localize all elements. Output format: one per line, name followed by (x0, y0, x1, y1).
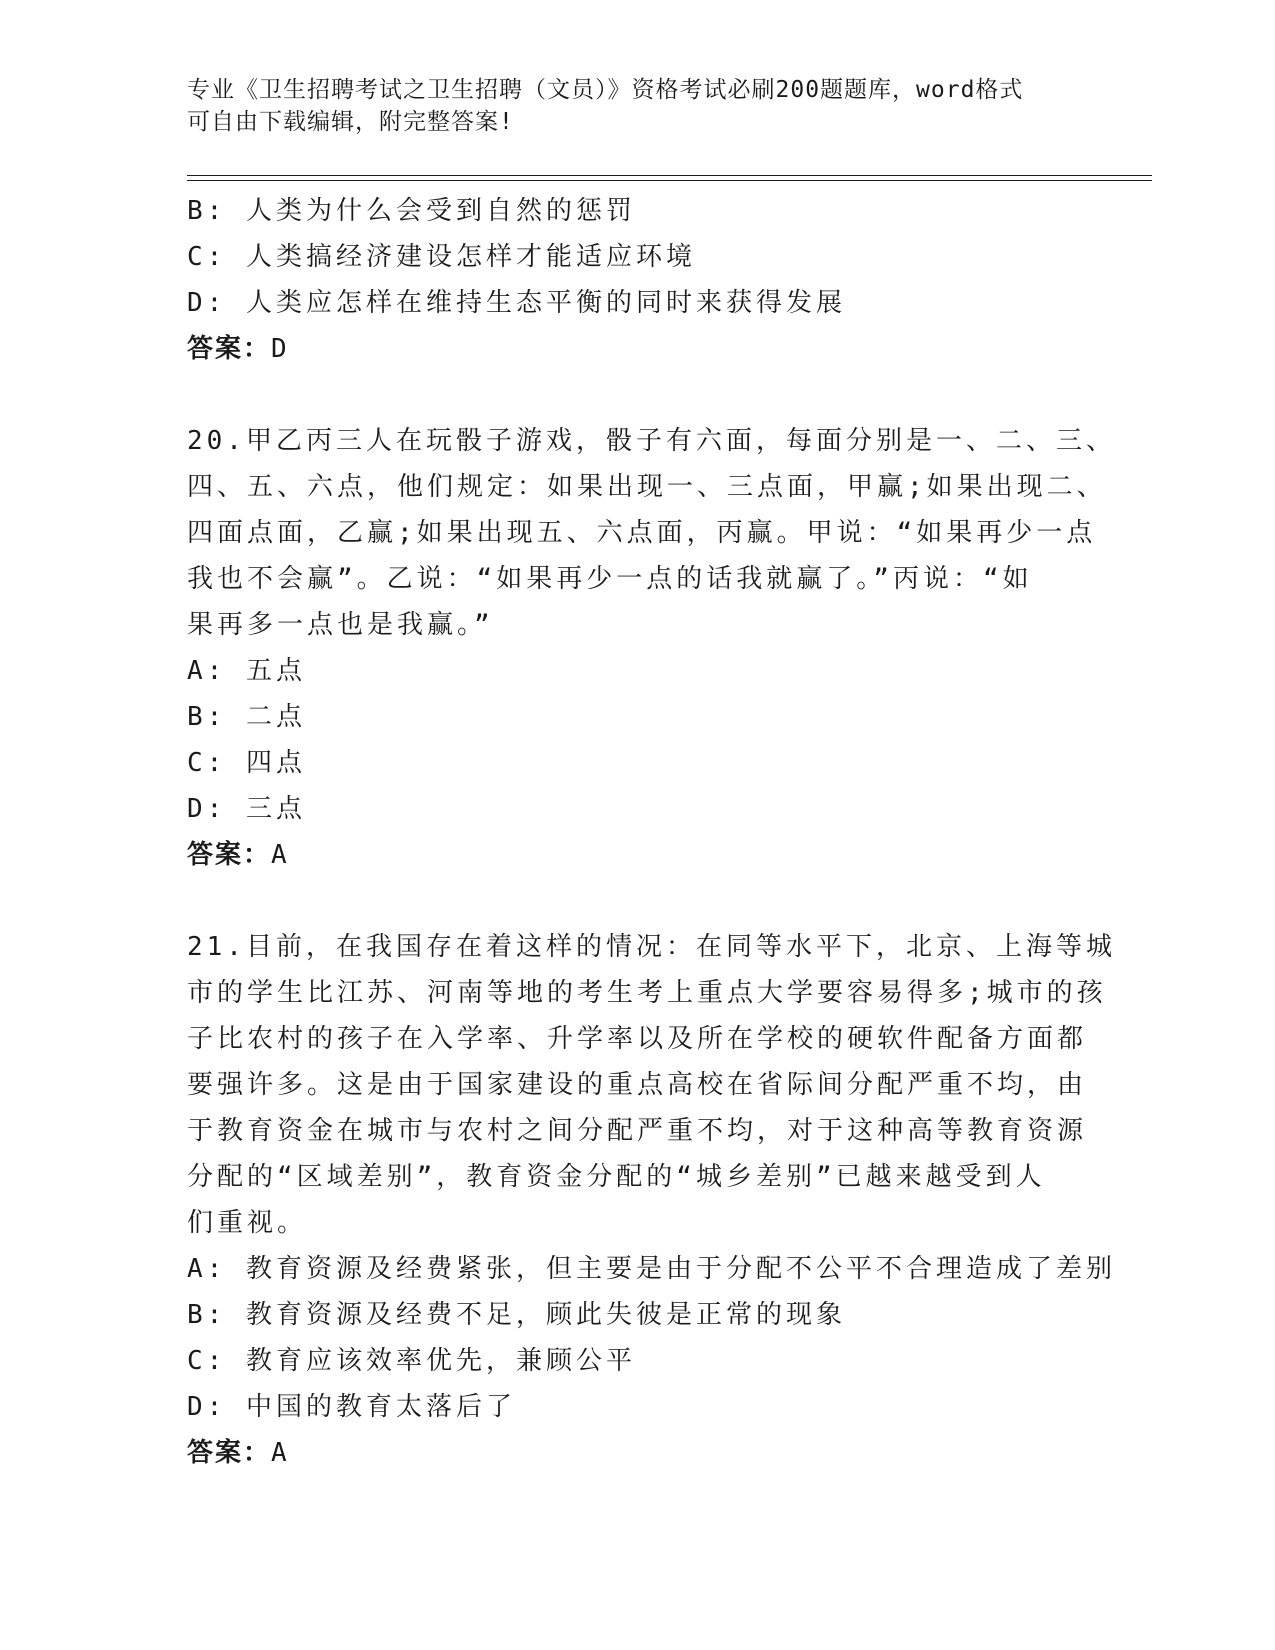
question-21-text-line-2: 市的学生比江苏、河南等地的考生考上重点大学要容易得多;城市的孩 (187, 978, 1107, 1008)
answer-value: D (271, 334, 288, 364)
option-b: B: 二点 (187, 702, 306, 732)
answer-label: 答案： (187, 1438, 272, 1468)
question-20-text-line-2: 四、五、六点，他们规定：如果出现一、三点面，甲赢;如果出现二、 (187, 472, 1107, 502)
question-21-block (187, 924, 1116, 1476)
document-header (187, 74, 1067, 138)
option-d: D: 中国的教育太落后了 (187, 1392, 516, 1422)
option-b: B: 人类为什么会受到自然的惩罚 (187, 196, 636, 226)
prev-question-block (187, 188, 1087, 372)
option-b: B: 教育资源及经费不足，顾此失彼是正常的现象 (187, 1300, 846, 1330)
answer-value: A (271, 1438, 288, 1468)
question-20-text-line-5: 果再多一点也是我赢。” (187, 610, 494, 640)
question-21-text-line-4: 要强许多。这是由于国家建设的重点高校在省际间分配严重不均，由 (187, 1070, 1088, 1100)
question-content (187, 188, 1116, 1476)
option-a: A: 五点 (187, 656, 306, 686)
answer-line (187, 1430, 1087, 1476)
header-title-line-2: 可自由下载编辑，附完整答案! (187, 109, 514, 135)
question-20-text-line-3: 四面点面，乙赢;如果出现五、六点面，丙赢。甲说：“如果再少一点 (187, 518, 1097, 548)
question-21-text-line-6: 分配的“区域差别”，教育资金分配的“城乡差别”已越来越受到人 (187, 1162, 1046, 1192)
option-c: C: 四点 (187, 748, 306, 778)
question-20-text-line-1: 20.甲乙丙三人在玩骰子游戏，骰子有六面，每面分别是一、二、三、 (187, 426, 1116, 456)
option-d: D: 三点 (187, 794, 306, 824)
option-c: C: 人类搞经济建设怎样才能适应环境 (187, 242, 696, 272)
question-21-text-line-5: 于教育资金在城市与农村之间分配严重不均，对于这种高等教育资源 (187, 1116, 1088, 1146)
question-20-block (187, 418, 1116, 878)
question-21-text-line-3: 子比农村的孩子在入学率、升学率以及所在学校的硬软件配备方面都 (187, 1024, 1088, 1054)
spacer (187, 878, 1087, 924)
option-a: A: 教育资源及经费紧张，但主要是由于分配不公平不合理造成了差别 (187, 1254, 1116, 1284)
question-21-text-line-7: 们重视。 (187, 1208, 308, 1238)
answer-label: 答案： (187, 334, 272, 364)
header-rule-bottom (187, 180, 1152, 181)
answer-label: 答案： (187, 840, 272, 870)
answer-line (187, 326, 1087, 372)
question-21-text-line-1: 21.目前，在我国存在着这样的情况：在同等水平下，北京、上海等城 (187, 932, 1116, 962)
option-c: C: 教育应该效率优先，兼顾公平 (187, 1346, 636, 1376)
question-20-text-line-4: 我也不会赢”。乙说：“如果再少一点的话我就赢了。”丙说：“如 (187, 564, 1033, 594)
spacer (187, 372, 1087, 418)
header-rule-top (187, 175, 1152, 176)
header-title-line-1: 专业《卫生招聘考试之卫生招聘（文员）》资格考试必刷200题题库，word格式 (187, 77, 1024, 103)
option-d: D: 人类应怎样在维持生态平衡的同时来获得发展 (187, 288, 846, 318)
answer-line (187, 832, 1087, 878)
answer-value: A (271, 840, 288, 870)
